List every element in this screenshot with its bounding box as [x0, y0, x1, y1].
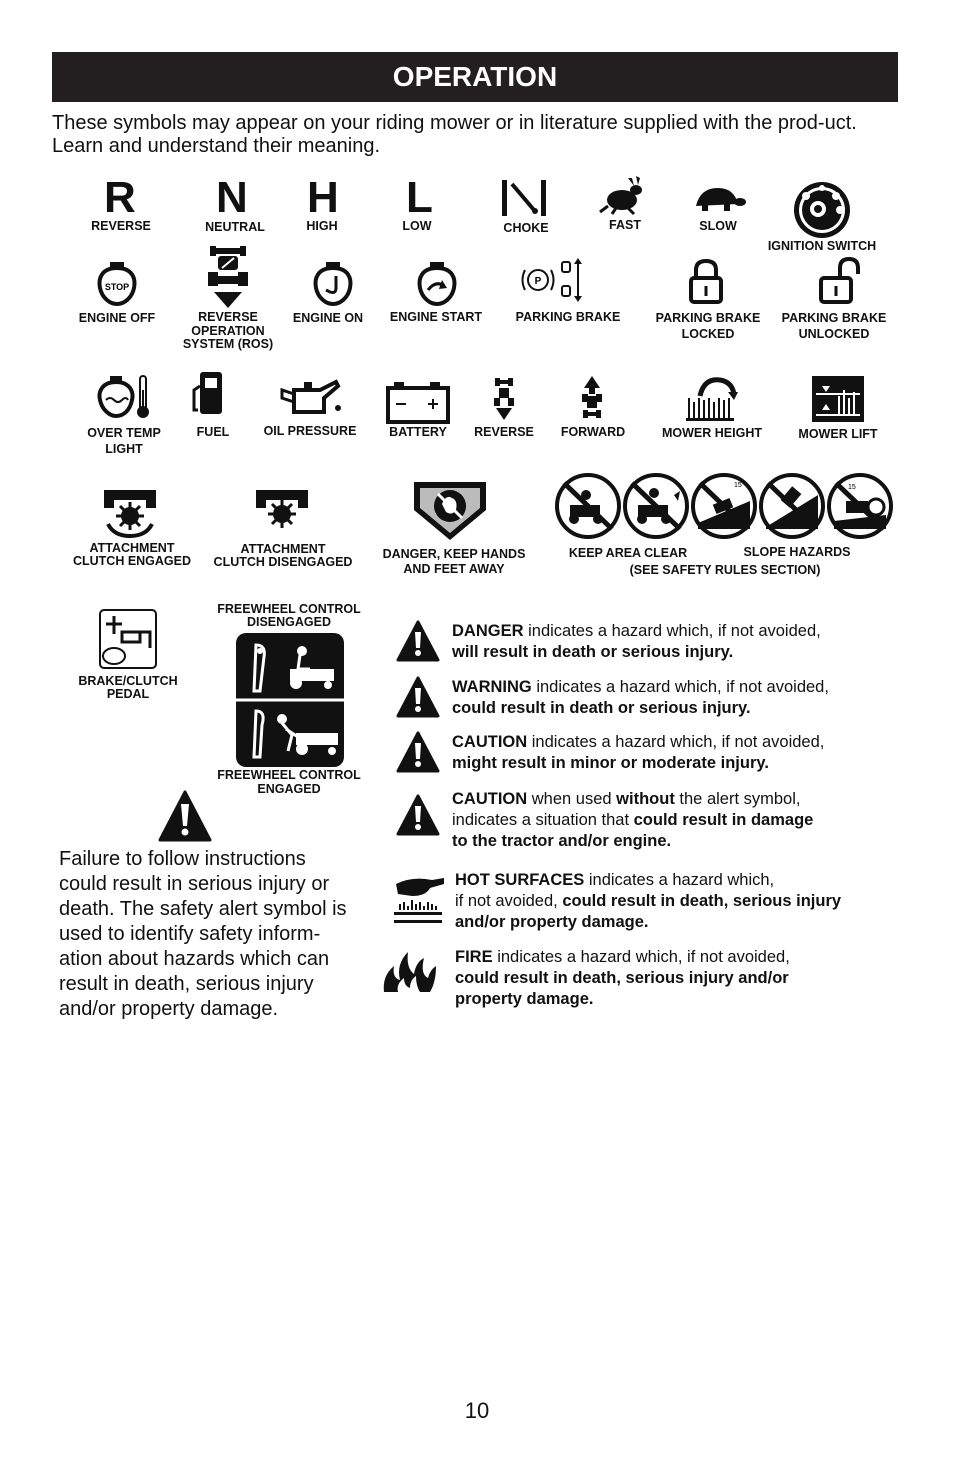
caution2-alert-icon	[396, 794, 440, 836]
hot-surface-icon	[392, 874, 446, 926]
over-temp-icon	[96, 374, 156, 420]
intro-text: These symbols may appear on your riding mower or in literature supplied with the prod-uct. Learn and understand their meaning.	[52, 112, 857, 157]
engine-off-icon	[96, 260, 138, 306]
caution2-consequence-1: could result in damage	[633, 811, 814, 829]
hot-desc-2: if not avoided,	[455, 892, 558, 910]
label-fw-dis-1: FREEWHEEL CONTROL	[217, 602, 361, 616]
failure-text: Failure to follow instructions could result in serious injury or death. The safety alert symbol is used to identify safety inform-ation about hazards which can result in death, serious injury and/or property damage.	[59, 848, 347, 1020]
label-pb-unlocked-2: UNLOCKED	[798, 327, 870, 341]
reverse-arrow-icon	[492, 376, 516, 422]
low-letter: L	[406, 173, 433, 222]
clutch-engaged-icon	[100, 486, 160, 538]
keep-clear-icon-1	[557, 475, 619, 537]
label-reverse: REVERSE	[91, 219, 151, 233]
label-engine-off: ENGINE OFF	[78, 311, 156, 325]
mower-lift-icon	[812, 376, 864, 422]
choke-icon	[498, 178, 554, 218]
label-battery: BATTERY	[389, 425, 447, 439]
fuel-icon	[192, 370, 232, 416]
ignition-switch-icon	[792, 180, 852, 240]
label-att-dis-2: CLUTCH DISENGAGED	[213, 555, 353, 569]
caution2-signal-text	[452, 789, 892, 852]
label-choke: CHOKE	[503, 221, 549, 235]
label-over-temp-1: OVER TEMP	[87, 426, 161, 440]
label-att-eng-1: ATTACHMENT	[89, 541, 175, 555]
freewheel-control-icon	[236, 633, 344, 767]
label-low: LOW	[402, 219, 432, 233]
forward-arrow-icon	[580, 376, 604, 422]
page-number: 10	[464, 1398, 490, 1423]
danger-consequence: will result in death or serious injury.	[452, 643, 734, 661]
fire-consequence-2: property damage.	[455, 990, 594, 1008]
label-slow: SLOW	[699, 219, 737, 233]
section-title: OPERATION	[52, 52, 898, 102]
slope-hazard-icon-1	[693, 475, 755, 537]
danger-desc: indicates a hazard which, if not avoided,	[528, 622, 821, 640]
neutral-letter: N	[216, 173, 248, 222]
slope-hazard-icon-3	[829, 475, 891, 537]
slope-num-2: 15	[848, 484, 856, 491]
caution2-desc-a: when used	[531, 790, 612, 808]
fire-desc: indicates a hazard which, if not avoided,	[497, 948, 790, 966]
hot-surface-signal-text	[455, 870, 895, 933]
label-ros-3: SYSTEM (ROS)	[182, 337, 274, 351]
fire-word: FIRE	[455, 948, 493, 966]
hazard-circles-icon	[554, 471, 896, 541]
label-brake-2: PEDAL	[106, 687, 150, 701]
lock-locked-icon	[688, 258, 724, 304]
label-fw-eng-2: ENGAGED	[257, 782, 321, 796]
danger-signal-text	[452, 621, 892, 663]
keep-hands-away-icon	[412, 480, 488, 542]
caution-consequence: might result in minor or moderate injury.	[452, 754, 769, 772]
label-neutral: NEUTRAL	[205, 220, 265, 234]
label-ros-2: OPERATION	[191, 324, 265, 338]
brake-clutch-pedal-icon	[98, 608, 158, 670]
label-over-temp-2: LIGHT	[105, 442, 143, 456]
parking-brake-icon	[520, 256, 584, 302]
label-fw-eng-1: FREEWHEEL CONTROL	[217, 768, 361, 782]
fire-consequence-1: could result in death, serious injury and/or	[455, 969, 789, 987]
label-att-eng-2: CLUTCH ENGAGED	[72, 554, 192, 568]
keep-clear-icon-2	[625, 475, 687, 537]
caution2-consequence-2: to the tractor and/or engine.	[452, 832, 672, 850]
label-keep-clear: KEEP AREA CLEAR	[568, 546, 688, 560]
label-fw-dis-2: DISENGAGED	[246, 615, 332, 629]
slope-num-1: 15	[734, 482, 742, 489]
label-fast: FAST	[609, 218, 641, 232]
hot-word: HOT SURFACES	[455, 871, 585, 889]
label-ros-1: REVERSE	[198, 310, 258, 324]
ros-icon	[206, 244, 250, 310]
slope-hazard-icon-2	[761, 475, 823, 537]
label-reverse-arrow: REVERSE	[474, 425, 534, 439]
fire-icon	[382, 948, 438, 994]
label-pb-locked-1: PARKING BRAKE	[655, 311, 761, 325]
stop-text: STOP	[104, 282, 130, 292]
turtle-icon	[690, 184, 746, 216]
label-fuel: FUEL	[196, 425, 230, 439]
label-mower-lift: MOWER LIFT	[798, 427, 878, 441]
mower-height-icon	[684, 374, 740, 422]
caution2-word: CAUTION	[452, 790, 528, 808]
label-danger-hands-2: AND FEET AWAY	[403, 562, 505, 576]
label-pb-unlocked-1: PARKING BRAKE	[781, 311, 887, 325]
caution2-desc-b: the alert symbol,	[679, 790, 801, 808]
hot-desc: indicates a hazard which,	[588, 871, 775, 889]
engine-start-icon	[416, 260, 458, 306]
p-letter: P	[534, 276, 542, 287]
reverse-letter: R	[104, 173, 136, 222]
label-see-safety: (SEE SAFETY RULES SECTION)	[629, 563, 821, 577]
warning-desc: indicates a hazard which, if not avoided,	[536, 678, 829, 696]
danger-word: DANGER	[452, 622, 524, 640]
lock-unlocked-icon	[818, 256, 862, 304]
label-ignition-switch: IGNITION SWITCH	[767, 239, 877, 253]
label-oil-pressure: OIL PRESSURE	[263, 424, 357, 438]
warning-signal-text	[452, 677, 892, 719]
hot-consequence-2: and/or property damage.	[455, 913, 649, 931]
oil-can-icon	[280, 378, 342, 418]
label-parking-brake: PARKING BRAKE	[515, 310, 621, 324]
caution-word: CAUTION	[452, 733, 528, 751]
caution-desc: indicates a hazard which, if not avoided,	[531, 733, 825, 751]
hot-consequence-1: could result in death, serious injury	[562, 892, 842, 910]
battery-icon	[386, 382, 450, 424]
warning-alert-icon	[396, 676, 440, 718]
label-pb-locked-2: LOCKED	[681, 327, 735, 341]
warning-consequence: could result in death or serious injury.	[452, 699, 751, 717]
label-high: HIGH	[306, 219, 338, 233]
label-slope-hazards: SLOPE HAZARDS	[743, 545, 851, 559]
label-forward: FORWARD	[560, 425, 626, 439]
engine-on-icon	[312, 260, 354, 306]
label-mower-height: MOWER HEIGHT	[662, 426, 762, 440]
rabbit-icon	[598, 176, 646, 216]
clutch-disengaged-icon	[252, 486, 312, 530]
label-danger-hands-1: DANGER, KEEP HANDS	[382, 547, 526, 561]
caution-signal-text	[452, 732, 892, 774]
safety-alert-icon	[158, 790, 212, 842]
high-letter: H	[307, 173, 339, 222]
label-engine-on: ENGINE ON	[292, 311, 364, 325]
danger-alert-icon	[396, 620, 440, 662]
caution2-without: without	[616, 790, 675, 808]
caution2-desc-c: indicates a situation that	[452, 811, 630, 829]
label-brake-1: BRAKE/CLUTCH	[78, 674, 178, 688]
label-engine-start: ENGINE START	[389, 310, 483, 324]
label-att-dis-1: ATTACHMENT	[240, 542, 326, 556]
caution-alert-icon	[396, 731, 440, 773]
warning-word: WARNING	[452, 678, 532, 696]
fire-signal-text	[455, 947, 895, 1010]
